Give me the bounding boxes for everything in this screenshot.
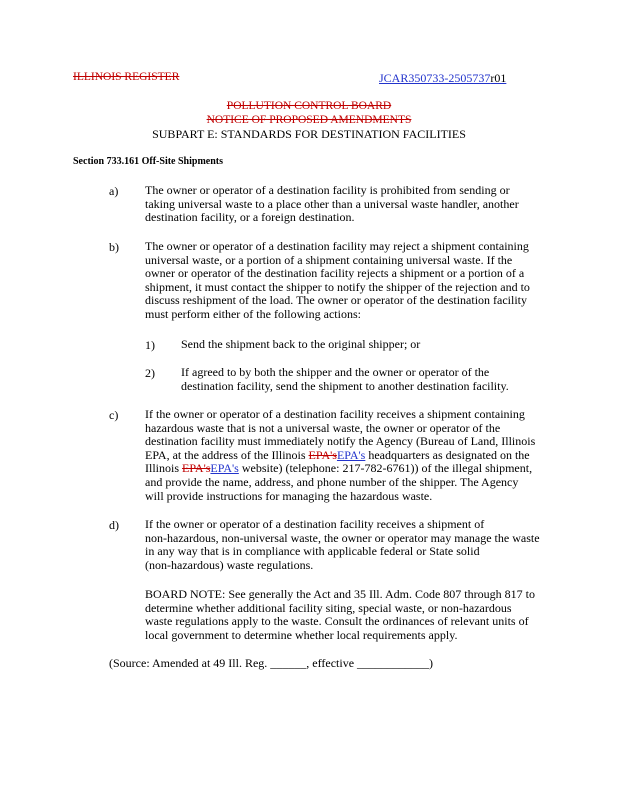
text-line: The owner or operator of a destination facility may reject a shipment containing: [145, 239, 529, 253]
text-line: (non-hazardous) waste regulations.: [145, 557, 314, 572]
text-run: website) (telephone: 217-782-6761)) of the illegal shipment,: [238, 461, 533, 476]
text-line: owner or operator of the destination facility rejects a shipment or a portion of a: [145, 266, 525, 281]
text-line: and provide the name, address, and phone number of the shipper. The Agency: [145, 474, 519, 489]
text-line: universal waste, or a portion of a shipment containing universal waste. If the: [145, 252, 513, 267]
text-line: destination facility, send the shipment to another destination facility.: [181, 378, 509, 393]
item-a-text: [145, 184, 519, 225]
section-heading: Section 733.161 Off-Site Shipments: [73, 156, 223, 167]
item-b1-label: 1): [145, 338, 155, 352]
item-b2-text: [181, 366, 509, 393]
jcar-number: [379, 71, 506, 86]
inserted-text: EPA's: [210, 461, 239, 476]
text-line: destination facility must immediately notify the Agency (Bureau of Land, Illinois: [145, 434, 536, 449]
text-line: destination facility, or a foreign destination.: [145, 210, 355, 225]
text-line: local government to determine whether local requirements apply.: [145, 627, 458, 642]
text-run: headquarters as designated on the: [365, 447, 530, 462]
source-note: [109, 657, 433, 671]
item-d-text: [145, 518, 540, 572]
text-run: Illinois: [145, 461, 183, 476]
text-line: If agreed to by both the shipper and the owner or operator of the: [181, 365, 490, 379]
text-line: Send the shipment back to the original shipper; or: [181, 337, 421, 351]
item-b1-text: [181, 338, 420, 352]
item-a-label: a): [109, 184, 119, 198]
text-line: determine whether additional facility siting, special waste, or non-hazardous: [145, 600, 512, 615]
text-line: BOARD NOTE: See generally the Act and 35 Ill. Adm. Code 807 through 817 to: [145, 587, 535, 601]
item-b-label: b): [109, 240, 119, 254]
deleted-text: EPA's: [308, 447, 337, 462]
item-c-text: [145, 408, 535, 503]
item-b-text: [145, 240, 530, 322]
text-line: If the owner or operator of a destination facility receives a shipment containing: [145, 407, 525, 421]
text-line: [145, 462, 535, 476]
text-line: [145, 449, 535, 463]
text-run: EPA, at the address of the Illinois: [145, 447, 309, 462]
jcar-id: JCAR350733-2505737: [379, 71, 491, 85]
text-line: taking universal waste to a place other than a universal waste handler, another: [145, 196, 519, 211]
text-line: (Source: Amended at 49 Ill. Reg. ______, effective ____________): [109, 656, 434, 670]
text-line: The owner or operator of a destination facility is prohibited from sending or: [145, 183, 510, 197]
text-line: in any way that is in compliance with applicable federal or State solid: [145, 544, 480, 559]
register-header: ILLINOIS REGISTER: [73, 71, 180, 83]
notice-title: NOTICE OF PROPOSED AMENDMENTS: [206, 114, 412, 126]
text-line: discuss reshipment of the load. The owner or operator of the destination facility: [145, 293, 528, 308]
item-b2-label: 2): [145, 366, 155, 380]
text-line: will provide instructions for managing the hazardous waste.: [145, 488, 433, 503]
subpart-title: SUBPART E: STANDARDS FOR DESTINATION FACILITIES: [152, 127, 466, 141]
text-line: non-hazardous, non-universal waste, the owner or operator may manage the waste: [145, 530, 540, 545]
item-d-label: d): [109, 518, 119, 532]
text-line: If the owner or operator of a destination facility receives a shipment of: [145, 517, 485, 531]
board-title: POLLUTION CONTROL BOARD: [226, 100, 392, 112]
board-note: [145, 588, 535, 642]
inserted-text: EPA's: [336, 447, 366, 462]
text-line: hazardous waste that is not a universal waste, the owner or operator of the: [145, 420, 501, 435]
jcar-revision: r01: [490, 71, 507, 85]
text-line: must perform either of the following actions:: [145, 306, 361, 321]
deleted-text: EPA's: [182, 461, 211, 476]
item-c-label: c): [109, 408, 119, 422]
text-line: waste regulations apply to the waste. Consult the ordinances of relevant units of: [145, 614, 529, 629]
text-line: shipment, it must contact the shipper to notify the shipper of the rejection and to: [145, 279, 530, 294]
